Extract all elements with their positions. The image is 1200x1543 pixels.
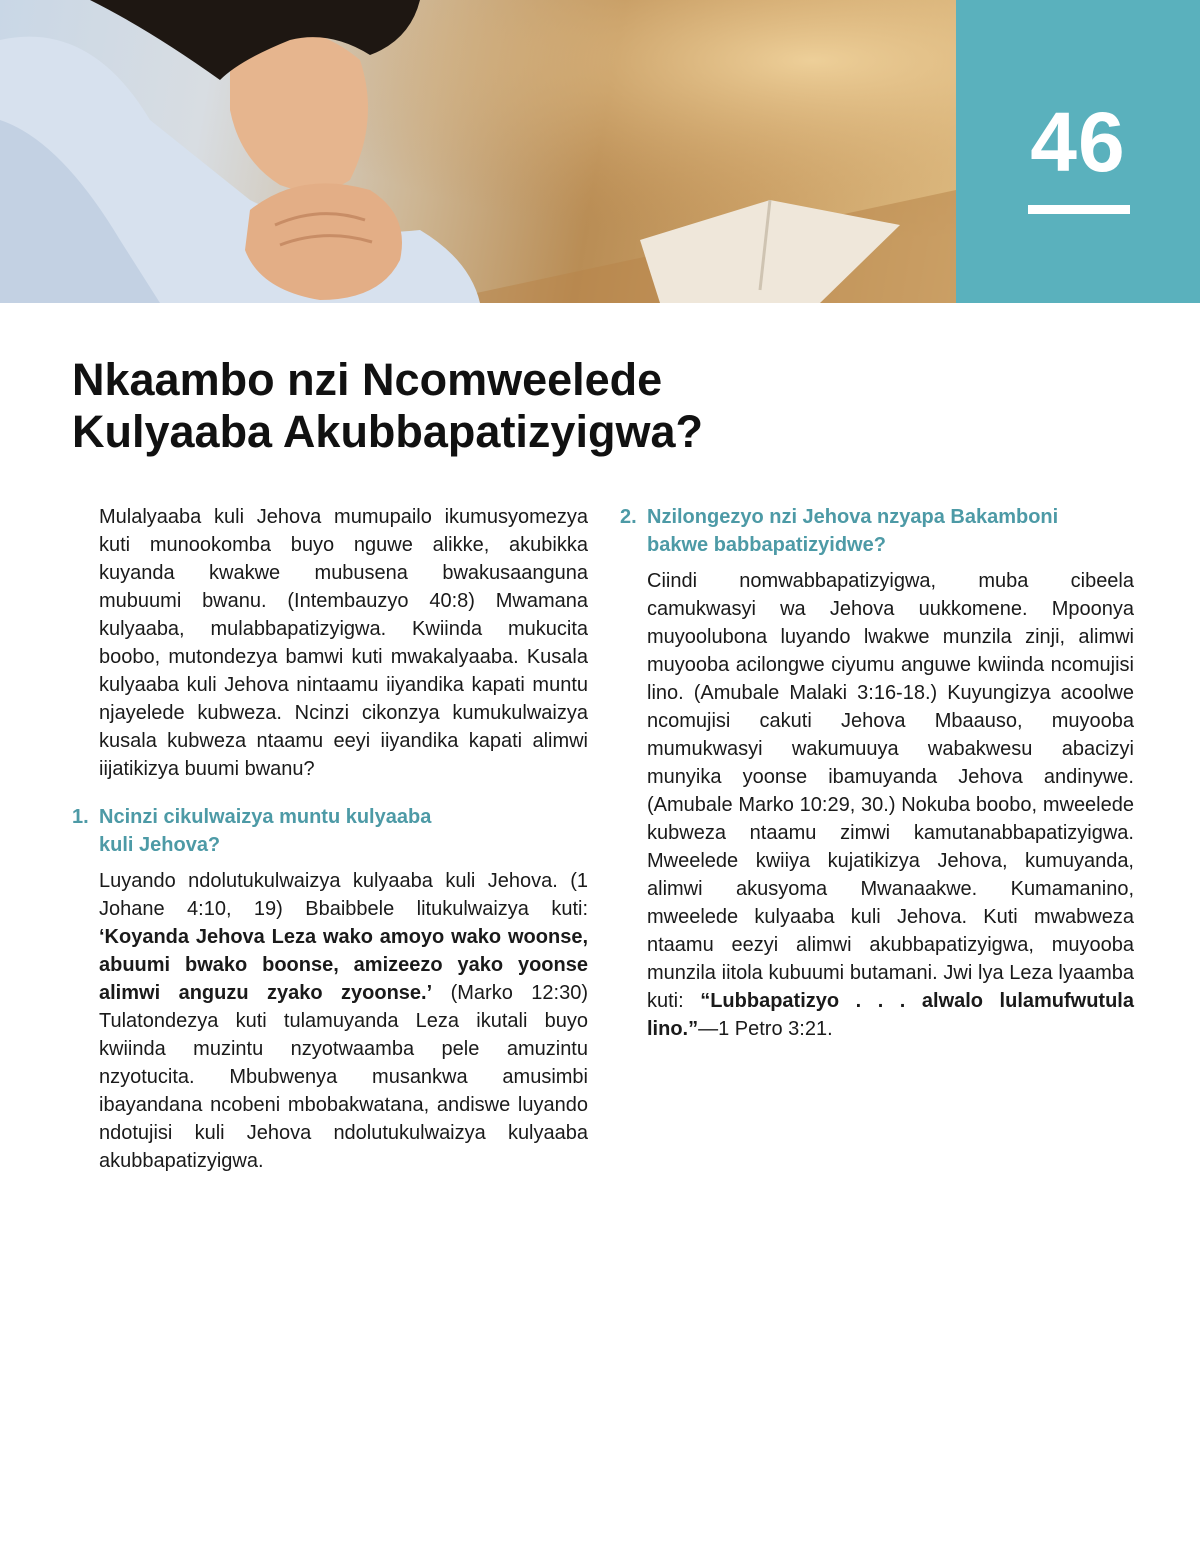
right-column	[620, 503, 1134, 1043]
left-column	[72, 503, 588, 1175]
section-1-text-a: Luyando ndolutukulwaizya kulyaaba kuli Jehova. (1 Johane 4:10, 19) Bbaibbele litukulwaizya kuti:	[99, 870, 588, 920]
lesson-number-underline	[1028, 205, 1130, 214]
section-2-question-text: Nzilongezyo nzi Jehova nzyapa Bakamboni bakwe babbapatizyidwe?	[647, 506, 1059, 556]
page-title	[72, 354, 872, 458]
section-2-question	[620, 503, 1134, 559]
page-title-line1: Nkaambo nzi Ncomweelede	[72, 354, 663, 405]
section-1-number: 1.	[72, 806, 89, 828]
section-1-quote: ‘Koyanda Jehova Leza wako amoyo wako woonse, abuumi bwako boonse, amizeezo yako yoonse alimwi anguzu zyako zyoonse.’	[99, 926, 588, 1004]
section-2-number: 2.	[620, 506, 637, 528]
section-2-text-a: Ciindi nomwabbapatizyigwa, muba cibeela camukwasyi wa Jehova uukkomene. Mpoonya muyoolubona luyando lwakwe munzila zinji, alimwi muyooba acilongwe ciyumu anguwe kwiinda ncomujisi lino. (Amubale Malaki 3:16-18.) Kuyungizya acoolwe ncomujisi cakuti Jehova Mbaauso, muyooba mumukwasyi wakumuuya wabakwesu abacizyi munyika yoonse ibamuyanda Jehova andinywe. (Amubale Marko 10:29, 30.) Nokuba boobo, mweelede kubweza ntaamu zimwi kamutanabbapatizyigwa. Mweelede kwiiya kujatikizya Jehova, kumuyanda, alimwi akusyoma Mwanaakwe. Kumamanino, mweelede kulyaaba kuli Jehova. Kuti mwabweza ntaamu eezyi alimwi akubbapatizyigwa, muyooba munzila iitola kubuumi butamani. Jwi lya Leza lyaamba kuti:	[647, 570, 1134, 1012]
page-title-line2: Kulyaaba Akubbapatizyigwa?	[72, 406, 703, 457]
section-1-text-b: (Marko 12:30) Tulatondezya kuti tulamuyanda Leza ikutali buyo kwiinda muzintu nzyotwaamba pele amuzintu nzyotucita. Mbubwenya musankwa amusimbi ibayandana ncobeni mbobakwatana, andiswe luyando ndotujisi kuli Jehova ndolutukulwaizya kulyaaba akubbapatizyigwa.	[99, 982, 588, 1172]
intro-paragraph: Mulalyaaba kuli Jehova mumupailo ikumusyomezya kuti munookomba buyo nguwe alikke, akubikka kuyanda kwakwe mubusena bwakusaanguna mubuumi bwanu. (Intembauzyo 40:8) Mwamana kulyaaba, mulabbapatizyigwa. Kwiinda mukucita boobo, mutondezya bamwi kuti mwakalyaaba. Kusala kulyaaba kuli Jehova nintaamu iiyandika kapati muntu njayelede kubweza. Ncinzi cikonzya kumukulwaizya kusala kubweza ntaamu eeyi iiyandika kapati alimwi iijatikizya buumi bwanu?	[99, 506, 588, 780]
hero-photo	[0, 0, 956, 303]
section-1-question	[72, 803, 588, 859]
lesson-number-badge	[956, 0, 1200, 303]
section-1-body	[99, 867, 588, 1175]
lesson-number: 46	[1030, 95, 1126, 189]
praying-man-illustration	[0, 0, 956, 303]
section-2-quote: “Lubbapatizyo . . . alwalo lulamufwutula lino.”	[647, 990, 1134, 1040]
section-2-body	[647, 567, 1134, 1043]
section-2-text-b: —1 Petro 3:21.	[698, 1018, 833, 1040]
section-1-question-text: Ncinzi cikulwaizya muntu kulyaaba kuli Jehova?	[99, 806, 432, 856]
